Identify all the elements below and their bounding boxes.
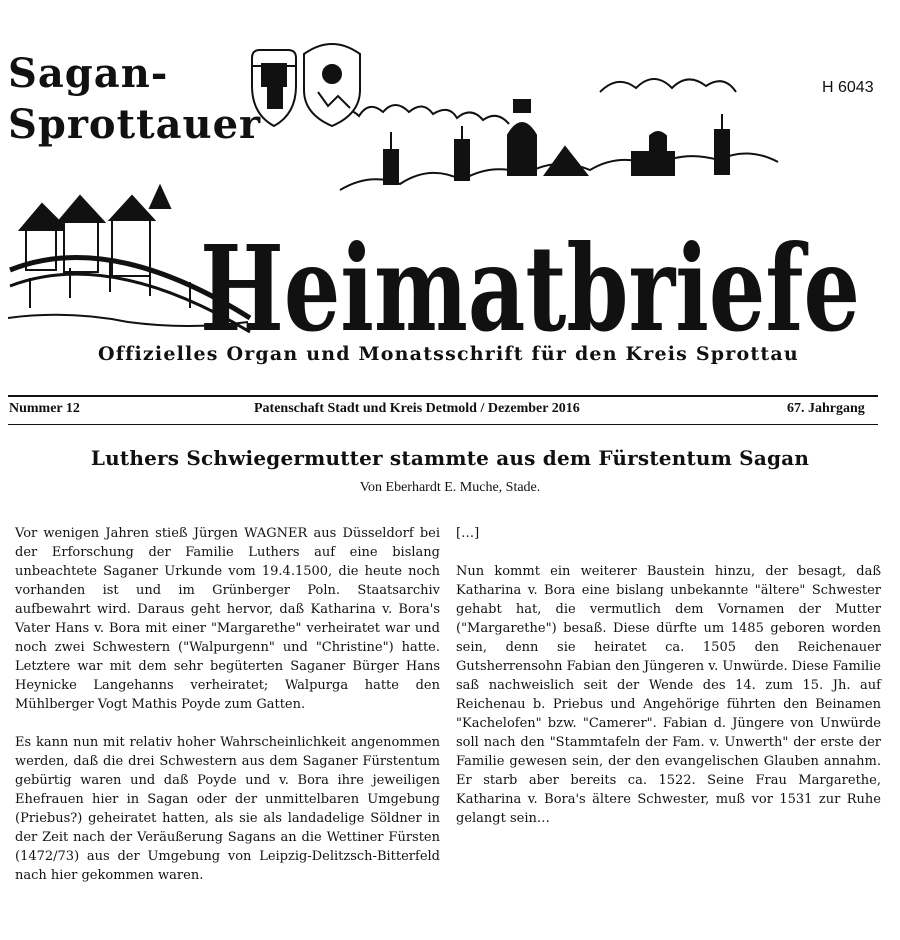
masthead-subtitle: Offizielles Organ und Monatsschrift für den Kreis Sprottau — [98, 343, 799, 365]
title-line1: Sagan- — [8, 50, 169, 97]
publication-code: H 6043 — [822, 79, 874, 96]
masthead — [0, 0, 900, 400]
header-rule-bottom — [8, 424, 878, 425]
masthead-title: Heimatbriefe — [200, 219, 860, 358]
issue-number: Nummer 12 — [9, 401, 80, 416]
article-paragraph: Nun kommt ein weiterer Baustein hinzu, der besagt, daß Katharina v. Bora eine bislang unbekannte "ältere" Schwester gehabt hat, die vermutlich dem Vornamen der Mutter ("Margarethe") besaß. Diese dürfte um 1485 geboren worden sein, denn sie heiratet ca. 1505 den Reichenauer Gutsherrensohn Fabian den Jüngeren v. Unwürde. Diese Familie saß nachweislich seit der Wende des 14. zum 15. Jh. auf Reichenau b. Priebus und Angehörige führten den Beinamen "Kachelofen" bzw. "Camerer". Fabian d. Jüngere von Unwürde soll nach den "Stammtafeln der Fam. v. Unwerth" der erste der Familie gewesen sein, der den evangelischen Glauben annahm. Er starb aber bereits ca. 1522. Seine Frau Margarethe, Katharina v. Bora's ältere Schwester, muß vor 1531 zur Ruhe gelangt sein… — [456, 564, 881, 826]
article-paragraph: Vor wenigen Jahren stieß Jürgen WAGNER aus Düsseldorf bei der Erforschung der Familie Luthers auf eine bislang unbeachtete Saganer Urkunde vom 19.4.1500, die heute noch vorhanden ist und im Grünberger Poln. Staatsarchiv aufbewahrt wird. Daraus geht hervor, daß Katharina v. Bora's Vater Hans v. Bora mit einer "Margarethe" verheiratet war und noch zwei Schwestern ("Walpurgenn" und "Christine") hatte. Letztere war mit dem sehr begüterten Saganer Bürger Hans Heynicke Langehanns verheiratet; Walpurga hatte den Mühlberger Vogt Mathis Poyde zum Gatten. — [15, 526, 440, 712]
article-column-left — [15, 524, 440, 885]
omission-marker: […] — [456, 526, 480, 541]
header-rule-top — [8, 395, 878, 397]
article-column-right — [456, 524, 881, 828]
title-line2: Sprottauer — [8, 101, 262, 148]
article-title: Luthers Schwiegermutter stammte aus dem Fürstentum Sagan — [90, 446, 810, 470]
masthead-artwork — [0, 0, 900, 400]
town-skyline-illustration — [335, 79, 778, 190]
issue-sponsor: Patenschaft Stadt und Kreis Detmold / Dezember 2016 — [254, 401, 580, 416]
coat-of-arms-sprottau — [304, 44, 360, 126]
issue-year: 67. Jahrgang — [787, 401, 865, 416]
article-byline: Von Eberhardt E. Muche, Stade. — [359, 480, 541, 495]
article-paragraph: Es kann nun mit relativ hoher Wahrscheinlichkeit angenommen werden, daß die drei Schwestern aus dem Saganer Fürstentum gebürtig waren und daß Poyde und v. Bora ihre jeweiligen Ehefrauen hier in Sagan oder der unmittelbaren Umgebung (Priebus?) geheiratet hatten, als sie als landadelige Söldner in der Zeit nach der Veräußerung Sagans an die Wettiner Fürsten (1472/73) aus der Umgebung von Leipzig-Delitzsch-Bitterfeld nach hier gekommen waren. — [15, 735, 440, 883]
